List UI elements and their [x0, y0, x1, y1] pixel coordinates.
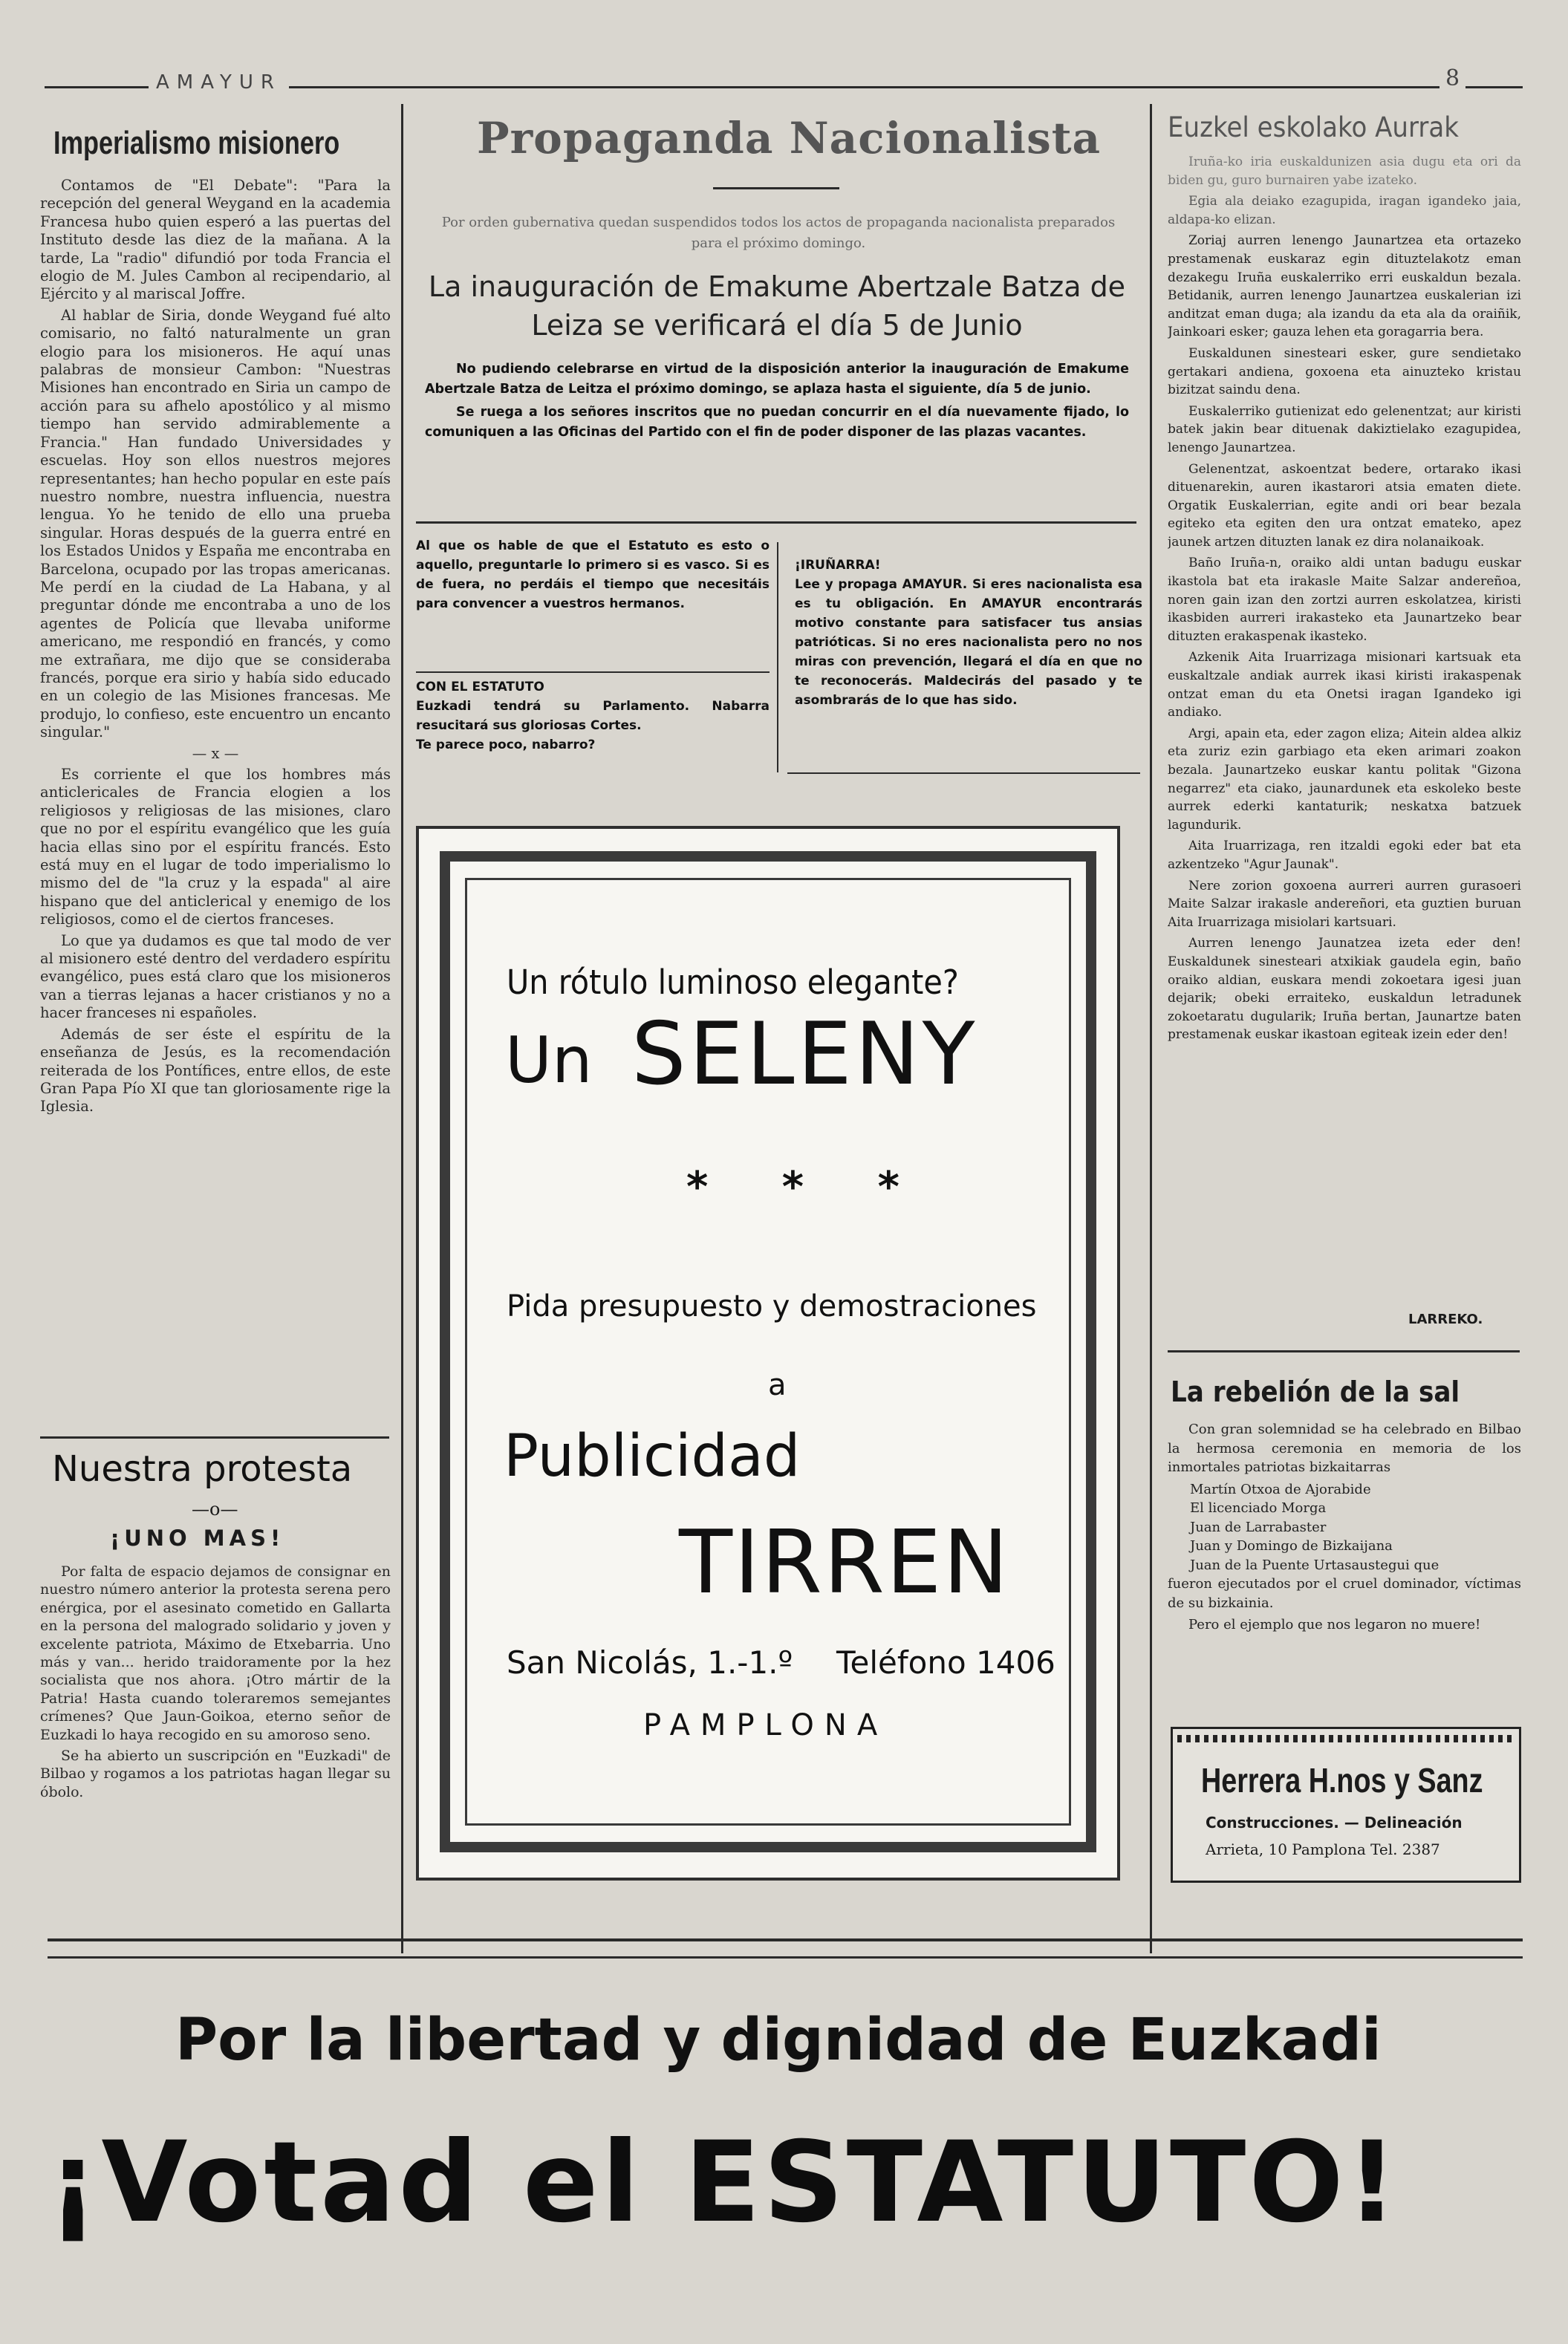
slogan-votad: ¡Votad el ESTATUTO!: [48, 2118, 1401, 2247]
page-number: 8: [1439, 65, 1465, 91]
ad-publicidad: Publicidad: [504, 1423, 801, 1490]
article-title-propaganda: Propaganda Nacionalista: [477, 113, 1102, 163]
paragraph: Euskaldunen sinesteari esker, gure sendietako gertakari andiena, goxoena eta ainuzteko kristau bizitzat saindu dena.: [1168, 345, 1521, 398]
advertisement-seleny: [416, 826, 1120, 1881]
herrera-advertisement: [1171, 1727, 1521, 1883]
article-title-imperialismo: Imperialismo misionero: [53, 125, 340, 161]
paragraph: Azkenik Aita Iruarrizaga misionari kartsuak eta euskaltzale andiak aurrek ikasi kiristi irakaspenak ontzat eman du eta Onetsi iragan Igandeko igi andiako.: [1168, 650, 1521, 720]
paragraph: Lee y propaga AMAYUR. Si eres nacionalista esa es tu obligación. En AMAYUR encontrarás motivo constante para satisfacer tus ansias patrióticas. Si no eres nacionalista pero no nos miras con prevención, llegará el día en que no te reconocerás. Maldecirás del pasado y te asombrarás de lo que has sido.: [795, 577, 1142, 708]
list-item: El licenciado Morga: [1190, 1500, 1327, 1516]
box-irunarra: [795, 556, 1142, 710]
paragraph: Con gran solemnidad se ha celebrado en Bilbao la hermosa ceremonia en memoria de los inmortales patriotas bizkaitarras: [1168, 1422, 1521, 1475]
article-title-rebelion: La rebelión de la sal: [1171, 1376, 1460, 1408]
box-con-el-estatuto: [416, 677, 770, 755]
list-item: Martín Otxoa de Ajorabide: [1190, 1481, 1371, 1497]
divider: [416, 521, 1136, 524]
bottom-rule-top: [48, 1938, 1523, 1941]
paragraph: Iruña-ko iria euskaldunizen asia dugu eta ori da biden gu, guro burnairen yabe izateko.: [1168, 154, 1521, 188]
box-estatuto: [416, 536, 770, 616]
divider: [1168, 1350, 1520, 1352]
box-title: ¡IRUÑARRA!: [795, 558, 881, 573]
paragraph: Aurren lenengo Jaunatzea izeta eder den! Euskaldunek sinesteari atxikiak gaudela egin, baño oraiko aldian, euskara mendi zokoetara igesi juan dejarik; obeki erraiteko, euskaldun letradunek zokoetaratu dugularik; Iruña bertan, Jaunartze baten prestamenak euskar ikastoan egiteak izein eder den!: [1168, 936, 1521, 1043]
paragraph: Además de ser éste el espíritu de la enseñanza de Jesús, es la recomendación reiterada de los Pontífices, entre ellos, de este Gran Papa Pío XI que tan gloriosamente rige la Iglesia.: [40, 1025, 391, 1116]
paragraph: No pudiendo celebrarse en virtud de la disposición anterior la inauguración de Emakume Abertzale Batza de Leitza el próximo domingo, se aplaza hasta el siguiente, día 5 de junio.: [425, 362, 1129, 397]
paragraph: Egia ala deiako ezagupida, iragan igandeko jaia, aldapa-ko elizan.: [1168, 194, 1521, 227]
paragraph: Baño Iruña-n, oraiko aldi untan badugu euskar ikastola bat eta irakasle Maite Salzar andereñoa, noren gain izan den zortzi aurren eskolatzea, kiristi ikasbiden aurreri irakasteko eta Jaunartzeko bear dituzten erakaspenak ikasteko.: [1168, 556, 1521, 644]
list-item: Juan y Domingo de Bizkaijana: [1190, 1538, 1393, 1554]
article-body-euzkel: [1168, 153, 1521, 1325]
inauguracion-body: [425, 359, 1129, 446]
slogan-libertad: Por la libertad y dignidad de Euzkadi: [175, 2007, 1382, 2074]
paragraph: Por falta de espacio dejamos de consignar en nuestro número anterior la protesta serena pero enérgica, por el asesinato cometido en Gallarta en la persona del malogrado solidario y joven y excelente patriota, Máximo de Etxebarria. Uno más y van... herido traidoramente por la hez socialista que nos ahora. ¡Otro mártir de la Patria! Hasta cuando toleraremos semejantes crímenes? Que Jaun-Goikoa, eterno señor de Euzkadi lo haya recogido en su amoroso seno.: [40, 1563, 391, 1743]
propaganda-note: Por orden gubernativa quedan suspendidos todos los actos de propaganda nacionalista preparados para el próximo domingo.: [441, 215, 1116, 251]
article-body-imperialismo: [40, 177, 391, 1421]
paragraph: Se ha abierto un suscripción en "Euzkadi" de Bilbao y rogamos a los patriotas hagan llegar su óbolo.: [40, 1748, 391, 1800]
paragraph: Es corriente el que los hombres más anticlericales de Francia elogien a los religiosos y religiosas de las misiones, claro que no por el espíritu evangélico que les guía hacia ellas sino por el espíritu francés. Esto está muy en el lugar de todo imperialismo lo mismo del de "la cruz y la espada" al aire hispano que del anticlerical y enemigo de los religiosos, como el de ciertos franceses.: [40, 766, 391, 928]
article-subtitle: ¡UNO MAS!: [110, 1526, 285, 1551]
separator: — x —: [192, 744, 239, 762]
divider: [40, 1436, 389, 1439]
paragraph: Gelenentzat, askoentzat bedere, ortarako ikasi dituenarekin, auren ikastarori atsia ematen diete. Orgatik Euskalerrian, egite andi ori bear bezala egiteko eta egiten den ura ontzat emateko, apez jaunek artzen dituzten lanak ez dira nolanaikoak.: [1168, 461, 1521, 550]
masthead: AMAYUR: [149, 71, 289, 94]
paragraph: Al hablar de Siria, donde Weygand fué alto comisario, no faltó naturalmente un gran elogio para los misioneros. He aquí unas palabras de monsieur Cambon: "Nuestras Misiones han encontrado en Siria un campo de acción para su afhelo apostólico y al mismo tiempo han servido admirablemente a Francia." Han fundado Universidades y escuelas. Hoy son ellos nuestros mejores representantes; han hecho popular en este país nuestro nombre, nuestra influencia, nuestra lengua. Yo he tenido de ello una prueba singular. Horas después de la guerra entré en los Estados Unidos y España me encontraba en Barcelona, ocupado por las tropas americanas. Me perdí en la ciudad de La Habana, y al preguntar dónde me encontraba a uno de los agentes de Policía que llevaba uniforme americano, me respondió en francés, y como me extrañara, me dijo que se consideraba francés, porque era sirio y había sido educado en un colegio de las Misiones francesas. Me produjo, lo confieso, este encuentro un encanto singular.": [40, 306, 391, 741]
bottom-rule-second: [48, 1956, 1523, 1959]
article-body-rebelion: [1168, 1420, 1521, 1638]
box-title: CON EL ESTATUTO: [416, 680, 544, 694]
ad-line-3: a: [768, 1368, 787, 1402]
paragraph: Argi, apain eta, eder zagon eliza; Aitein aldea alkiz eta zuriz ezin garbiago eta eken arimari zoakon bezala. Jaunartzeko euskar kantu politak "Gizona negarrez" eta ciako, jaunardunek eta eskoleko beste aurrek ederki kantaturik; neskatxa batzuek lagundurik.: [1168, 726, 1521, 833]
paragraph: Euzkadi tendrá su Parlamento. Nabarra resucitará sus gloriosas Cortes.: [416, 699, 770, 733]
headline-inauguracion: La inauguración de Emakume Abertzale Batza de Leiza se verificará el día 5 de Junio: [428, 270, 1126, 342]
list-item: Juan de Larrabaster: [1190, 1519, 1327, 1535]
column-divider-right: [1150, 104, 1152, 1953]
ad-city: PAMPLONA: [643, 1708, 888, 1742]
column-divider-left: [401, 104, 403, 1953]
ad-tirren: TIRREN: [679, 1511, 1010, 1613]
herrera-address: Arrieta, 10 Pamplona Tel. 2387: [1206, 1840, 1440, 1858]
divider: [416, 671, 770, 673]
paragraph: Zoriaj aurren lenengo Jaunartzea eta ortazeko prestamenak euskaraz egin dituztelakotz eman dezakegu Iruña euskalerriko erri euskaldun bezala. Betidanik, aurren lenengo Jaunartzea euskalerian izi anditzat eman duga; ala izandu da eta ala da oraiñik, Jainkoari esker; gauza lehen eta goragarria bera.: [1168, 233, 1521, 340]
ad-phone: Teléfono 1406: [836, 1644, 1055, 1681]
list-item: Juan de la Puente Urtasaustegui que: [1190, 1557, 1439, 1573]
ad-stars: * * *: [686, 1163, 929, 1211]
ad-brand-prefix: Un: [505, 1023, 593, 1098]
ad-address: San Nicolás, 1.-1.º: [507, 1644, 793, 1681]
signature: LARREKO.: [1408, 1312, 1483, 1327]
ornament: —o—: [192, 1499, 238, 1520]
paragraph: Lo que ya dudamos es que tal modo de ver al misionero esté dentro del verdadero espíritu evangélico, pues está claro que los misioneros van a tierras lejanas a hacer cristianos y no a hacer franceses ni españoles.: [40, 931, 391, 1022]
article-body-protesta: [40, 1563, 391, 1882]
paragraph: Euskalerriko gutienizat edo gelenentzat; aur kiristi batek jakin bear dituenak dakiztielako ezagupidea, lenengo Jaunartzea.: [1168, 403, 1521, 455]
ad-brand: SELENY: [631, 1004, 978, 1104]
ad-line-1: Un rótulo luminoso elegante?: [507, 963, 959, 1002]
divider: [787, 772, 1140, 774]
ad-line-2: Pida presupuesto y demostraciones: [507, 1289, 1037, 1324]
title-underline: [713, 187, 839, 189]
paragraph: fueron ejecutados por el cruel dominador, víctimas de su bizkainia.: [1168, 1576, 1521, 1611]
ornament-border-top: [1177, 1735, 1515, 1742]
box-divider: [777, 542, 778, 772]
paragraph: Te parece poco, nabarro?: [416, 738, 596, 752]
article-title-protesta: Nuestra protesta: [52, 1448, 353, 1490]
herrera-services: Construcciones. — Delineación: [1206, 1814, 1463, 1832]
paragraph: Contamos de "El Debate": "Para la recepción del general Weygand en la academia Francesa hubo quien esperó a las puertas del Instituto desde las diez de la mañana. A la tarde, La "radio" difundió por toda Francia el elogio de M. Jules Cambon al recipendario, al Ejército y al mariscal Joffre.: [40, 177, 391, 303]
paragraph: Aita Iruarrizaga, ren itzaldi egoki eder bat eta azkentzeko "Agur Jaunak".: [1168, 839, 1521, 872]
paragraph: Nere zorion goxoena aurreri aurren gurasoeri Maite Salzar irakasle andereñori, eta guztien buruan Aita Iruarrizaga misiolari kartsuari.: [1168, 878, 1521, 930]
article-title-euzkel: Euzkel eskolako Aurrak: [1168, 111, 1459, 143]
herrera-name: Herrera H.nos y Sanz: [1201, 1761, 1483, 1800]
paragraph: Se ruega a los señores inscritos que no puedan concurrir en el día nuevamente fijado, lo comuniquen a las Oficinas del Partido con el fin de poder disponer de las plazas vacantes.: [425, 405, 1129, 440]
names-list: [1168, 1480, 1521, 1575]
paragraph: Al que os hable de que el Estatuto es esto o aquello, preguntarle lo primero si es vasco. Si es de fuera, no perdáis el tiempo que necesitáis para convencer a vuestros hermanos.: [416, 538, 770, 611]
paragraph: Pero el ejemplo que nos legaron no muere!: [1188, 1617, 1481, 1632]
